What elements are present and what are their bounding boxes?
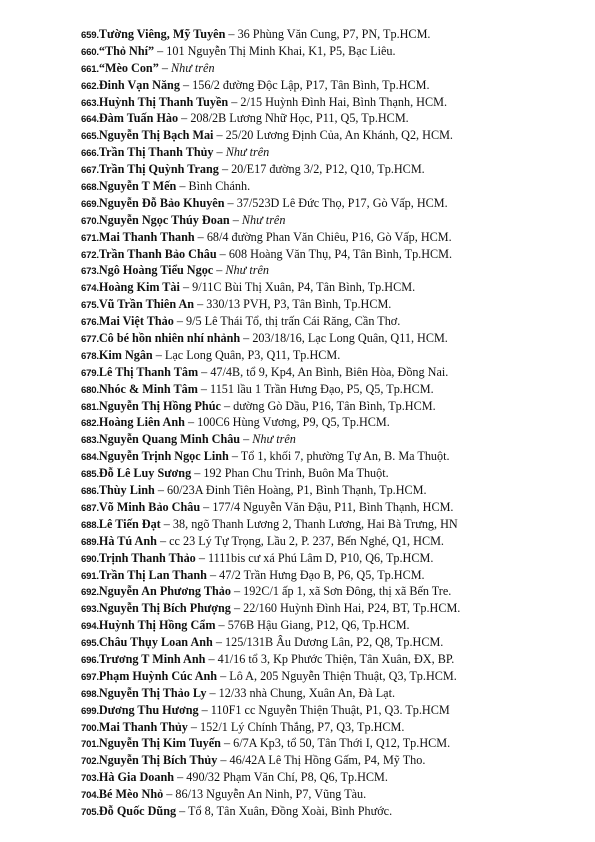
entry-number: 679.: [81, 367, 99, 379]
entry-name: Nguyễn Thị Bích Thủy: [98, 753, 218, 768]
entry-address: – Như trên: [240, 432, 296, 447]
entry-name: Nguyễn Trịnh Ngọc Linh: [98, 449, 229, 464]
entry-address: – 9/11C Bùi Thị Xuân, P4, Tân Bình, Tp.HCM.: [179, 280, 416, 295]
list-item: [81, 533, 593, 550]
entry-number: 684.: [81, 452, 99, 464]
entry-address: – 608 Hoàng Văn Thụ, P4, Tân Bình, Tp.HCM.: [216, 246, 453, 261]
entry-name: Dương Thu Hương: [98, 702, 199, 717]
list-item: [81, 668, 593, 685]
entry-address: – 12/33 nhà Chung, Xuân An, Đà Lạt.: [206, 685, 396, 700]
list-item: [81, 144, 593, 161]
list-item: [81, 482, 593, 499]
entry-address: – 125/131B Âu Dương Lân, P2, Q8, Tp.HCM.: [212, 635, 444, 650]
entry-name: Nhóc & Minh Tâm: [98, 381, 198, 396]
entry-number: 704.: [81, 790, 99, 802]
entry-name: Mai Thanh Thanh: [98, 229, 195, 244]
entry-name: Bé Mèo Nhỏ: [98, 787, 164, 802]
entry-number: 675.: [81, 300, 99, 312]
list-item: [81, 600, 593, 617]
entry-address: – 100C6 Hùng Vương, P9, Q5, Tp.HCM.: [184, 415, 390, 430]
entry-number: 693.: [81, 604, 99, 616]
entry-number: 667.: [81, 165, 99, 177]
entry-number: 666.: [81, 148, 99, 160]
list-item: [81, 43, 593, 60]
list-item: [81, 448, 593, 465]
list-item: [81, 195, 593, 212]
list-item: [81, 246, 593, 263]
entry-address: – 203/18/16, Lạc Long Quân, Q11, HCM.: [240, 331, 448, 346]
entry-name: Mai Thanh Thủy: [98, 719, 188, 734]
entry-name: Vũ Trần Thiên An: [98, 297, 195, 312]
entry-name: Trần Thanh Bảo Châu: [98, 246, 217, 261]
list-item: [81, 431, 593, 448]
entry-name: Nguyễn Thị Bích Phượng: [98, 601, 231, 616]
list-item: [81, 94, 593, 111]
entry-number: 677.: [81, 334, 99, 346]
list-item: [81, 752, 593, 769]
list-item: [81, 347, 593, 364]
entry-number: 697.: [81, 671, 99, 683]
entry-address: – 86/13 Nguyễn An Ninh, P7, Vũng Tàu.: [163, 787, 367, 802]
list-item: [81, 651, 593, 668]
entry-name: Nguyễn Thị Bạch Mai: [98, 128, 214, 143]
entry-number: 688.: [81, 519, 99, 531]
entry-address: – cc 23 Lý Tự Trọng, Lầu 2, P. 237, Bến Nghé, Q1, HCM.: [156, 533, 444, 548]
entry-number: 676.: [81, 317, 99, 329]
entry-number: 670.: [81, 215, 99, 227]
entry-number: 695.: [81, 638, 99, 650]
entry-address: – 208/2B Lương Nhữ Học, P11, Q5, Tp.HCM.: [178, 111, 409, 126]
list-item: [81, 499, 593, 516]
entry-name: Trần Thị Quỳnh Trang: [98, 162, 219, 177]
list-item: [81, 296, 593, 313]
entry-address: – Như trên: [158, 60, 215, 75]
entry-number: 662.: [81, 80, 99, 92]
entry-address: – 22/160 Huỳnh Đình Hai, P24, BT, Tp.HCM.: [230, 601, 461, 616]
list-item: [81, 313, 593, 330]
entry-address: – 37/523D Lê Đức Thọ, P17, Gò Vấp, HCM.: [224, 195, 448, 210]
list-item: [81, 786, 593, 803]
entry-address: – Tổ 8, Tân Xuân, Đồng Xoài, Bình Phước.: [176, 803, 393, 818]
entry-number: 703.: [81, 773, 99, 785]
entry-address: – Như trên: [229, 212, 286, 227]
entry-number: 661.: [81, 63, 99, 75]
list-item: [81, 465, 593, 482]
list-item: [81, 229, 593, 246]
list-item: [81, 735, 593, 752]
entry-number: 686.: [81, 486, 99, 498]
list-item: [81, 803, 593, 820]
entry-number: 668.: [81, 182, 99, 194]
list-item: [81, 178, 593, 195]
entry-name: Đinh Vạn Năng: [98, 77, 180, 92]
entry-name: “Mèo Con”: [98, 60, 159, 75]
entry-name: Kim Ngân: [98, 347, 153, 362]
list-item: [81, 567, 593, 584]
list-item: [81, 617, 593, 634]
list-item: [81, 550, 593, 567]
list-item: [81, 516, 593, 533]
entry-address: – Lô A, 205 Nguyễn Thiện Thuật, Q3, Tp.HCM.: [217, 668, 457, 683]
entry-name: Lê Tiến Đạt: [98, 516, 161, 531]
entry-address: – 9/5 Lê Thái Tổ, thị trấn Cái Răng, Cần Thơ.: [173, 314, 401, 329]
entry-address: – Tổ 1, khối 7, phường Tự An, B. Ma Thuột.: [228, 449, 450, 464]
entry-number: 682.: [81, 418, 99, 430]
list-item: [81, 127, 593, 144]
entry-name: Đàm Tuấn Hào: [98, 111, 179, 126]
entry-name: Nguyễn Thị Thảo Ly: [98, 685, 207, 700]
entry-number: 689.: [81, 536, 99, 548]
entry-name: Nguyễn Đỗ Bảo Khuyên: [98, 195, 225, 210]
entry-name: Nguyễn Ngọc Thúy Đoan: [98, 212, 230, 227]
entry-number: 673.: [81, 266, 99, 278]
entry-number: 664.: [81, 114, 99, 126]
list-item: [81, 60, 593, 77]
entry-name: “Thỏ Nhí”: [98, 43, 155, 58]
entry-name: Võ Minh Bảo Châu: [98, 499, 201, 514]
entry-number: 659.: [81, 30, 99, 41]
list-item: [81, 398, 593, 415]
entry-address: – 47/2 Trần Hưng Đạo B, P6, Q5, Tp.HCM.: [206, 567, 425, 582]
entry-number: 678.: [81, 350, 99, 362]
entry-address: – 1111bis cư xá Phú Lâm D, P10, Q6, Tp.HCM.: [195, 550, 434, 565]
list-item: [81, 330, 593, 347]
entry-address: – 1151 lầu 1 Trần Hưng Đạo, P5, Q5, Tp.HCM.: [197, 381, 434, 396]
list-item: [81, 685, 593, 702]
entry-name: Trần Thị Lan Thanh: [98, 567, 207, 582]
list-item: [81, 279, 593, 296]
entry-address: – 330/13 PVH, P3, Tân Bình, Tp.HCM.: [194, 297, 392, 312]
entry-address: – 156/2 đường Độc Lập, P17, Tân Bình, Tp.HCM.: [179, 77, 430, 92]
entry-name: Hoàng Liên Anh: [98, 415, 185, 430]
list-item: [81, 364, 593, 381]
entry-list: [81, 26, 593, 820]
list-item: [81, 161, 593, 178]
entry-name: Nguyễn Thị Hồng Phúc: [98, 398, 221, 413]
entry-address: – 47/4B, tổ 9, Kp4, An Bình, Biên Hòa, Đồng Nai.: [198, 364, 449, 379]
entry-address: – 60/23A Đinh Tiên Hoàng, P1, Bình Thạnh, Tp.HCM.: [154, 483, 427, 498]
entry-number: 674.: [81, 283, 99, 295]
entry-name: Hà Tú Anh: [98, 533, 157, 548]
list-item: [81, 381, 593, 398]
entry-number: 681.: [81, 401, 99, 413]
entry-name: Đỗ Lê Luy Sương: [98, 466, 192, 481]
entry-name: Mai Việt Thảo: [98, 314, 174, 329]
entry-address: – Như trên: [213, 263, 269, 278]
entry-number: 700.: [81, 722, 99, 734]
entry-name: Tường Viêng, Mỹ Tuyên: [98, 27, 226, 41]
entry-address: – 177/4 Nguyễn Văn Đậu, P11, Bình Thạnh, HCM.: [200, 499, 454, 514]
entry-number: 660.: [81, 46, 99, 58]
entry-address: – 25/20 Lương Định Của, An Khánh, Q2, HCM.: [213, 128, 453, 143]
list-item: [81, 212, 593, 229]
entry-address: – 192 Phan Chu Trinh, Buôn Ma Thuột.: [191, 466, 389, 481]
list-item: [81, 719, 593, 736]
entry-address: – 36 Phùng Văn Cung, P7, PN, Tp.HCM.: [225, 27, 431, 41]
list-item: [81, 769, 593, 786]
entry-number: 685.: [81, 469, 99, 481]
entry-address: – 6/7A Kp3, tổ 50, Tân Thới I, Q12, Tp.HCM.: [220, 736, 451, 751]
entry-number: 680.: [81, 384, 99, 396]
entry-name: Phạm Huỳnh Cúc Anh: [98, 668, 218, 683]
entry-name: Trương T Minh Anh: [98, 651, 206, 666]
entry-name: Hà Gia Doanh: [98, 770, 175, 785]
entry-number: 663.: [81, 97, 99, 109]
entry-name: Cô bé hồn nhiên nhí nhảnh: [98, 331, 241, 346]
entry-address: – 2/15 Huỳnh Đình Hai, Bình Thạnh, HCM.: [228, 94, 447, 109]
list-item: [81, 77, 593, 94]
entry-number: 665.: [81, 131, 99, 143]
entry-address: – 38, ngõ Thanh Lương 2, Thanh Lương, Hai Bà Trưng, HN: [160, 516, 458, 531]
entry-number: 694.: [81, 621, 99, 633]
entry-name: Nguyễn Thị Kim Tuyến: [98, 736, 221, 751]
entry-address: – 490/32 Phạm Văn Chí, P8, Q6, Tp.HCM.: [174, 770, 388, 785]
entry-name: Nguyễn Quang Minh Châu: [98, 432, 241, 447]
entry-address: – Như trên: [213, 145, 270, 160]
entry-address: – 41/16 tổ 3, Kp Phước Thiện, Tân Xuân, ĐX, BP.: [205, 651, 455, 666]
list-item: [81, 583, 593, 600]
entry-number: 698.: [81, 688, 99, 700]
entry-number: 672.: [81, 249, 99, 261]
entry-number: 692.: [81, 587, 99, 599]
entry-number: 690.: [81, 553, 99, 565]
list-item: [81, 414, 593, 431]
list-item: [81, 634, 593, 651]
entry-number: 687.: [81, 502, 99, 514]
entry-number: 669.: [81, 198, 99, 210]
entry-name: Trịnh Thanh Thảo: [98, 550, 196, 565]
entry-address: – 20/E17 đường 3/2, P12, Q10, Tp.HCM.: [218, 162, 425, 177]
entry-name: Ngô Hoàng Tiểu Ngọc: [98, 263, 214, 278]
entry-address: – Bình Chánh.: [176, 179, 251, 194]
entry-address: – 68/4 đường Phan Văn Chiêu, P16, Gò Vấp, HCM.: [194, 229, 452, 244]
entry-address: – 101 Nguyễn Thị Minh Khai, K1, P5, Bạc Liêu.: [154, 43, 396, 58]
entry-address: – 46/42A Lê Thị Hồng Gấm, P4, Mỹ Tho.: [217, 753, 426, 768]
entry-name: Đỗ Quốc Dũng: [98, 803, 177, 818]
entry-name: Huỳnh Thị Thanh Tuyền: [98, 94, 229, 109]
entry-address: – dường Gò Dầu, P16, Tân Bình, Tp.HCM.: [220, 398, 436, 413]
entry-name: Lê Thị Thanh Tâm: [98, 364, 199, 379]
list-item: [81, 702, 593, 719]
entry-name: Châu Thụy Loan Anh: [98, 635, 213, 650]
entry-name: Huỳnh Thị Hồng Cẩm: [98, 618, 216, 633]
list-item: [81, 26, 593, 43]
list-item: [81, 262, 593, 279]
entry-address: – 192C/1 ấp 1, xã Sơn Đông, thị xã Bến Tre.: [230, 584, 452, 599]
list-item: [81, 110, 593, 127]
entry-name: Hoàng Kim Tài: [98, 280, 180, 295]
entry-number: 696.: [81, 654, 99, 666]
entry-name: Thùy Linh: [98, 483, 155, 498]
entry-name: Trần Thị Thanh Thủy: [98, 145, 214, 160]
entry-address: – 576B Hậu Giang, P12, Q6, Tp.HCM.: [215, 618, 410, 633]
entry-name: Nguyễn An Phương Thảo: [98, 584, 231, 599]
entry-address: – 152/1 Lý Chính Thắng, P7, Q3, Tp.HCM.: [187, 719, 405, 734]
entry-name: Nguyễn T Mến: [98, 179, 177, 194]
entry-number: 683.: [81, 435, 99, 447]
entry-number: 705.: [81, 806, 99, 818]
entry-number: 702.: [81, 756, 99, 768]
entry-number: 701.: [81, 739, 99, 751]
entry-address: – Lạc Long Quân, P3, Q11, Tp.HCM.: [152, 347, 341, 362]
entry-number: 699.: [81, 705, 99, 717]
entry-number: 671.: [81, 232, 99, 244]
entry-number: 691.: [81, 570, 99, 582]
entry-address: – 110F1 cc Nguyễn Thiện Thuật, P1, Q3. Tp.HCM: [198, 702, 450, 717]
